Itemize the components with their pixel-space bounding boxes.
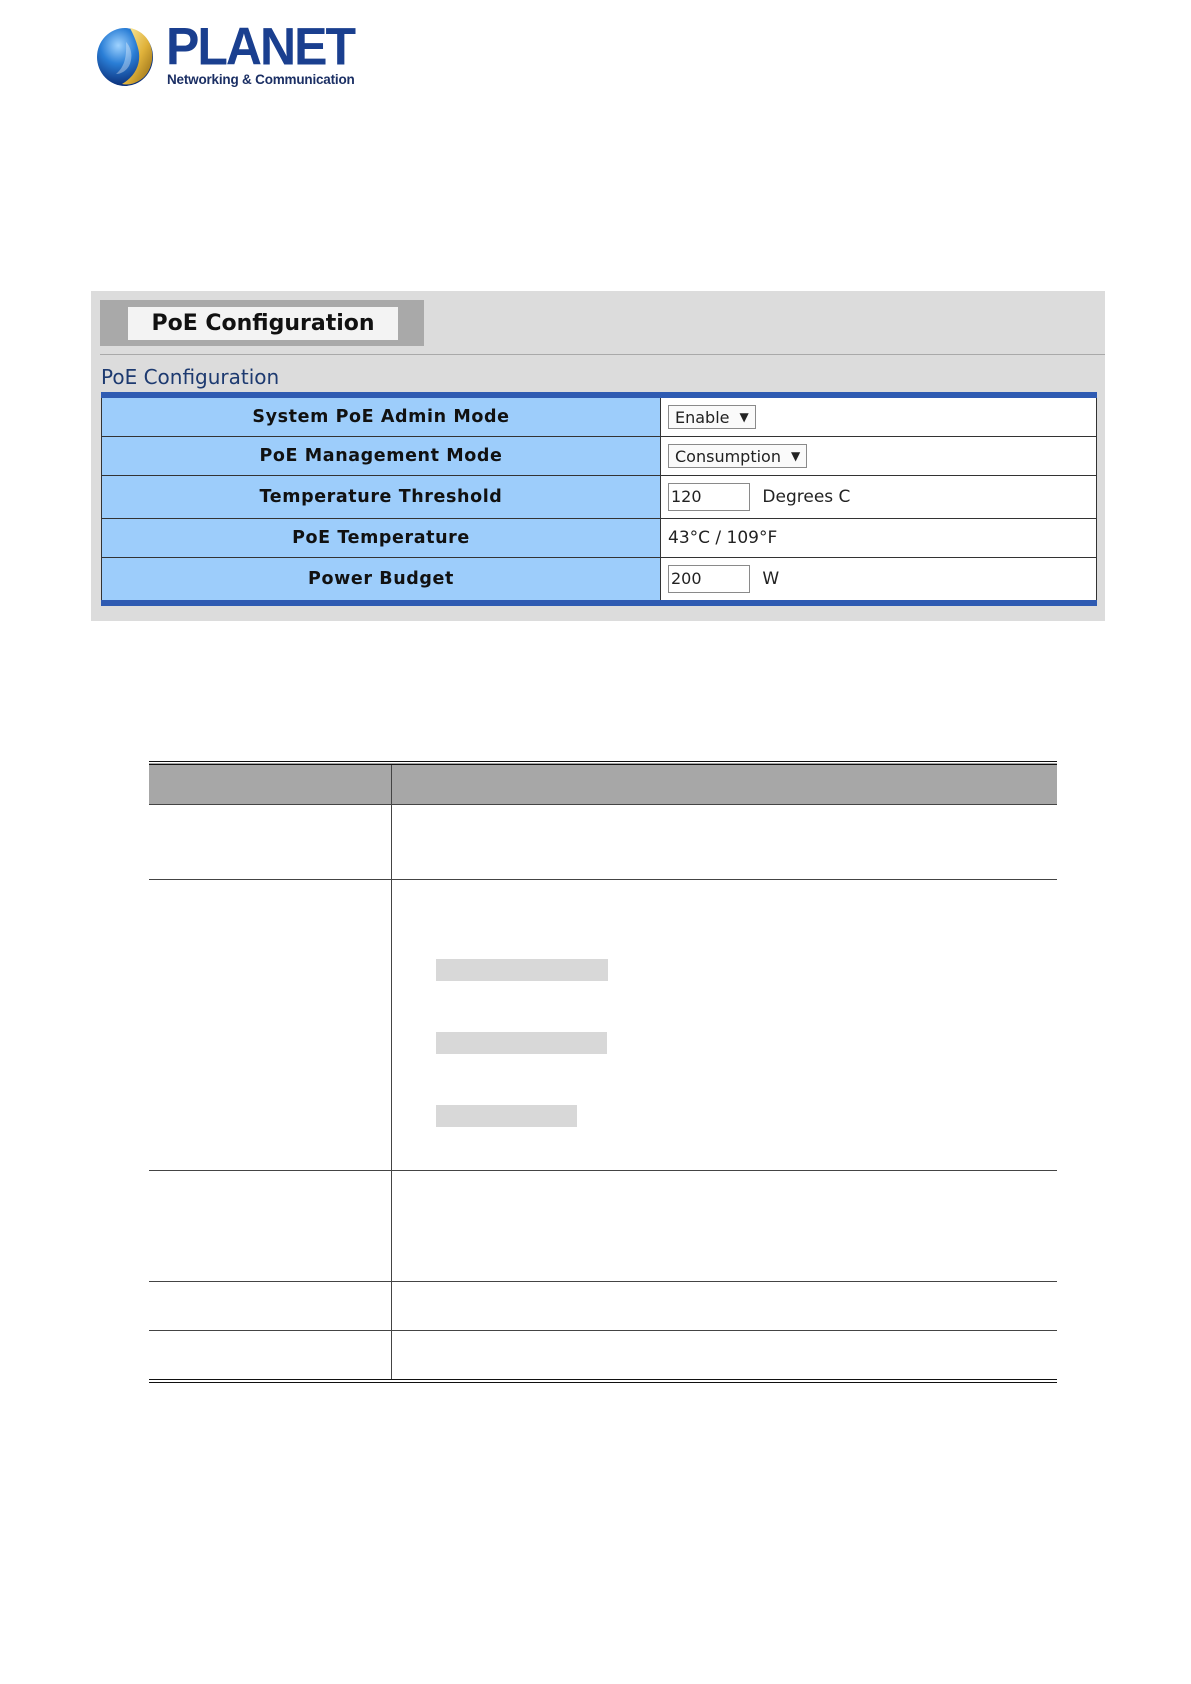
dropdown-arrow-icon: ▼ — [739, 410, 749, 424]
redacted-text-bar — [436, 959, 608, 981]
table-row — [102, 558, 1097, 604]
table-header-row — [149, 763, 1057, 805]
poe-config-table — [101, 392, 1097, 606]
description-cell — [392, 880, 1058, 1171]
object-cell — [149, 880, 392, 1171]
header-cell-description — [392, 763, 1058, 805]
redacted-text-bar — [436, 1032, 607, 1054]
admin-mode-value: Enable — [675, 407, 730, 427]
tab-strip — [100, 300, 424, 346]
admin-mode-cell — [661, 395, 1097, 437]
management-mode-select[interactable] — [668, 444, 807, 468]
logo-brand-text: PLANET — [166, 17, 354, 76]
tab-poe-configuration[interactable]: PoE Configuration — [128, 307, 398, 340]
table-row — [102, 476, 1097, 519]
table-row — [149, 1171, 1057, 1282]
poe-temperature-value: 43°C / 109°F — [661, 519, 1097, 558]
temperature-threshold-label: Temperature Threshold — [102, 476, 661, 519]
redacted-text-bar — [436, 1105, 577, 1127]
admin-mode-select[interactable] — [668, 405, 756, 429]
temperature-threshold-input[interactable]: 120 — [668, 483, 750, 511]
description-cell — [392, 1282, 1058, 1331]
planet-globe-logo-icon — [96, 24, 158, 88]
power-budget-label: Power Budget — [102, 558, 661, 604]
object-cell — [149, 1282, 392, 1331]
temperature-unit: Degrees C — [762, 487, 851, 507]
description-cell — [392, 1171, 1058, 1282]
poe-temperature-label: PoE Temperature — [102, 519, 661, 558]
power-budget-input[interactable]: 200 — [668, 565, 750, 593]
table-row — [149, 880, 1057, 1171]
management-mode-cell — [661, 437, 1097, 476]
logo-tagline: Networking & Communication — [167, 72, 355, 87]
table-row — [149, 805, 1057, 880]
management-mode-label: PoE Management Mode — [102, 437, 661, 476]
admin-mode-label: System PoE Admin Mode — [102, 395, 661, 437]
table-row — [149, 1331, 1057, 1382]
dropdown-arrow-icon: ▼ — [790, 449, 801, 463]
section-title: PoE Configuration — [101, 365, 280, 389]
power-budget-unit: W — [762, 569, 780, 589]
object-description-table — [149, 761, 1057, 1383]
poe-config-screenshot — [91, 291, 1105, 621]
description-cell — [392, 805, 1058, 880]
planet-logo — [96, 17, 356, 96]
temperature-threshold-cell — [661, 476, 1097, 519]
description-cell — [392, 1331, 1058, 1382]
object-cell — [149, 1331, 392, 1382]
power-budget-cell — [661, 558, 1097, 604]
table-row — [149, 1282, 1057, 1331]
table-row — [102, 437, 1097, 476]
table-row — [102, 395, 1097, 437]
management-mode-value: Consumption — [675, 446, 781, 466]
header-cell-object — [149, 763, 392, 805]
object-cell — [149, 805, 392, 880]
object-cell — [149, 1171, 392, 1282]
divider — [100, 354, 1105, 355]
table-row — [102, 519, 1097, 558]
